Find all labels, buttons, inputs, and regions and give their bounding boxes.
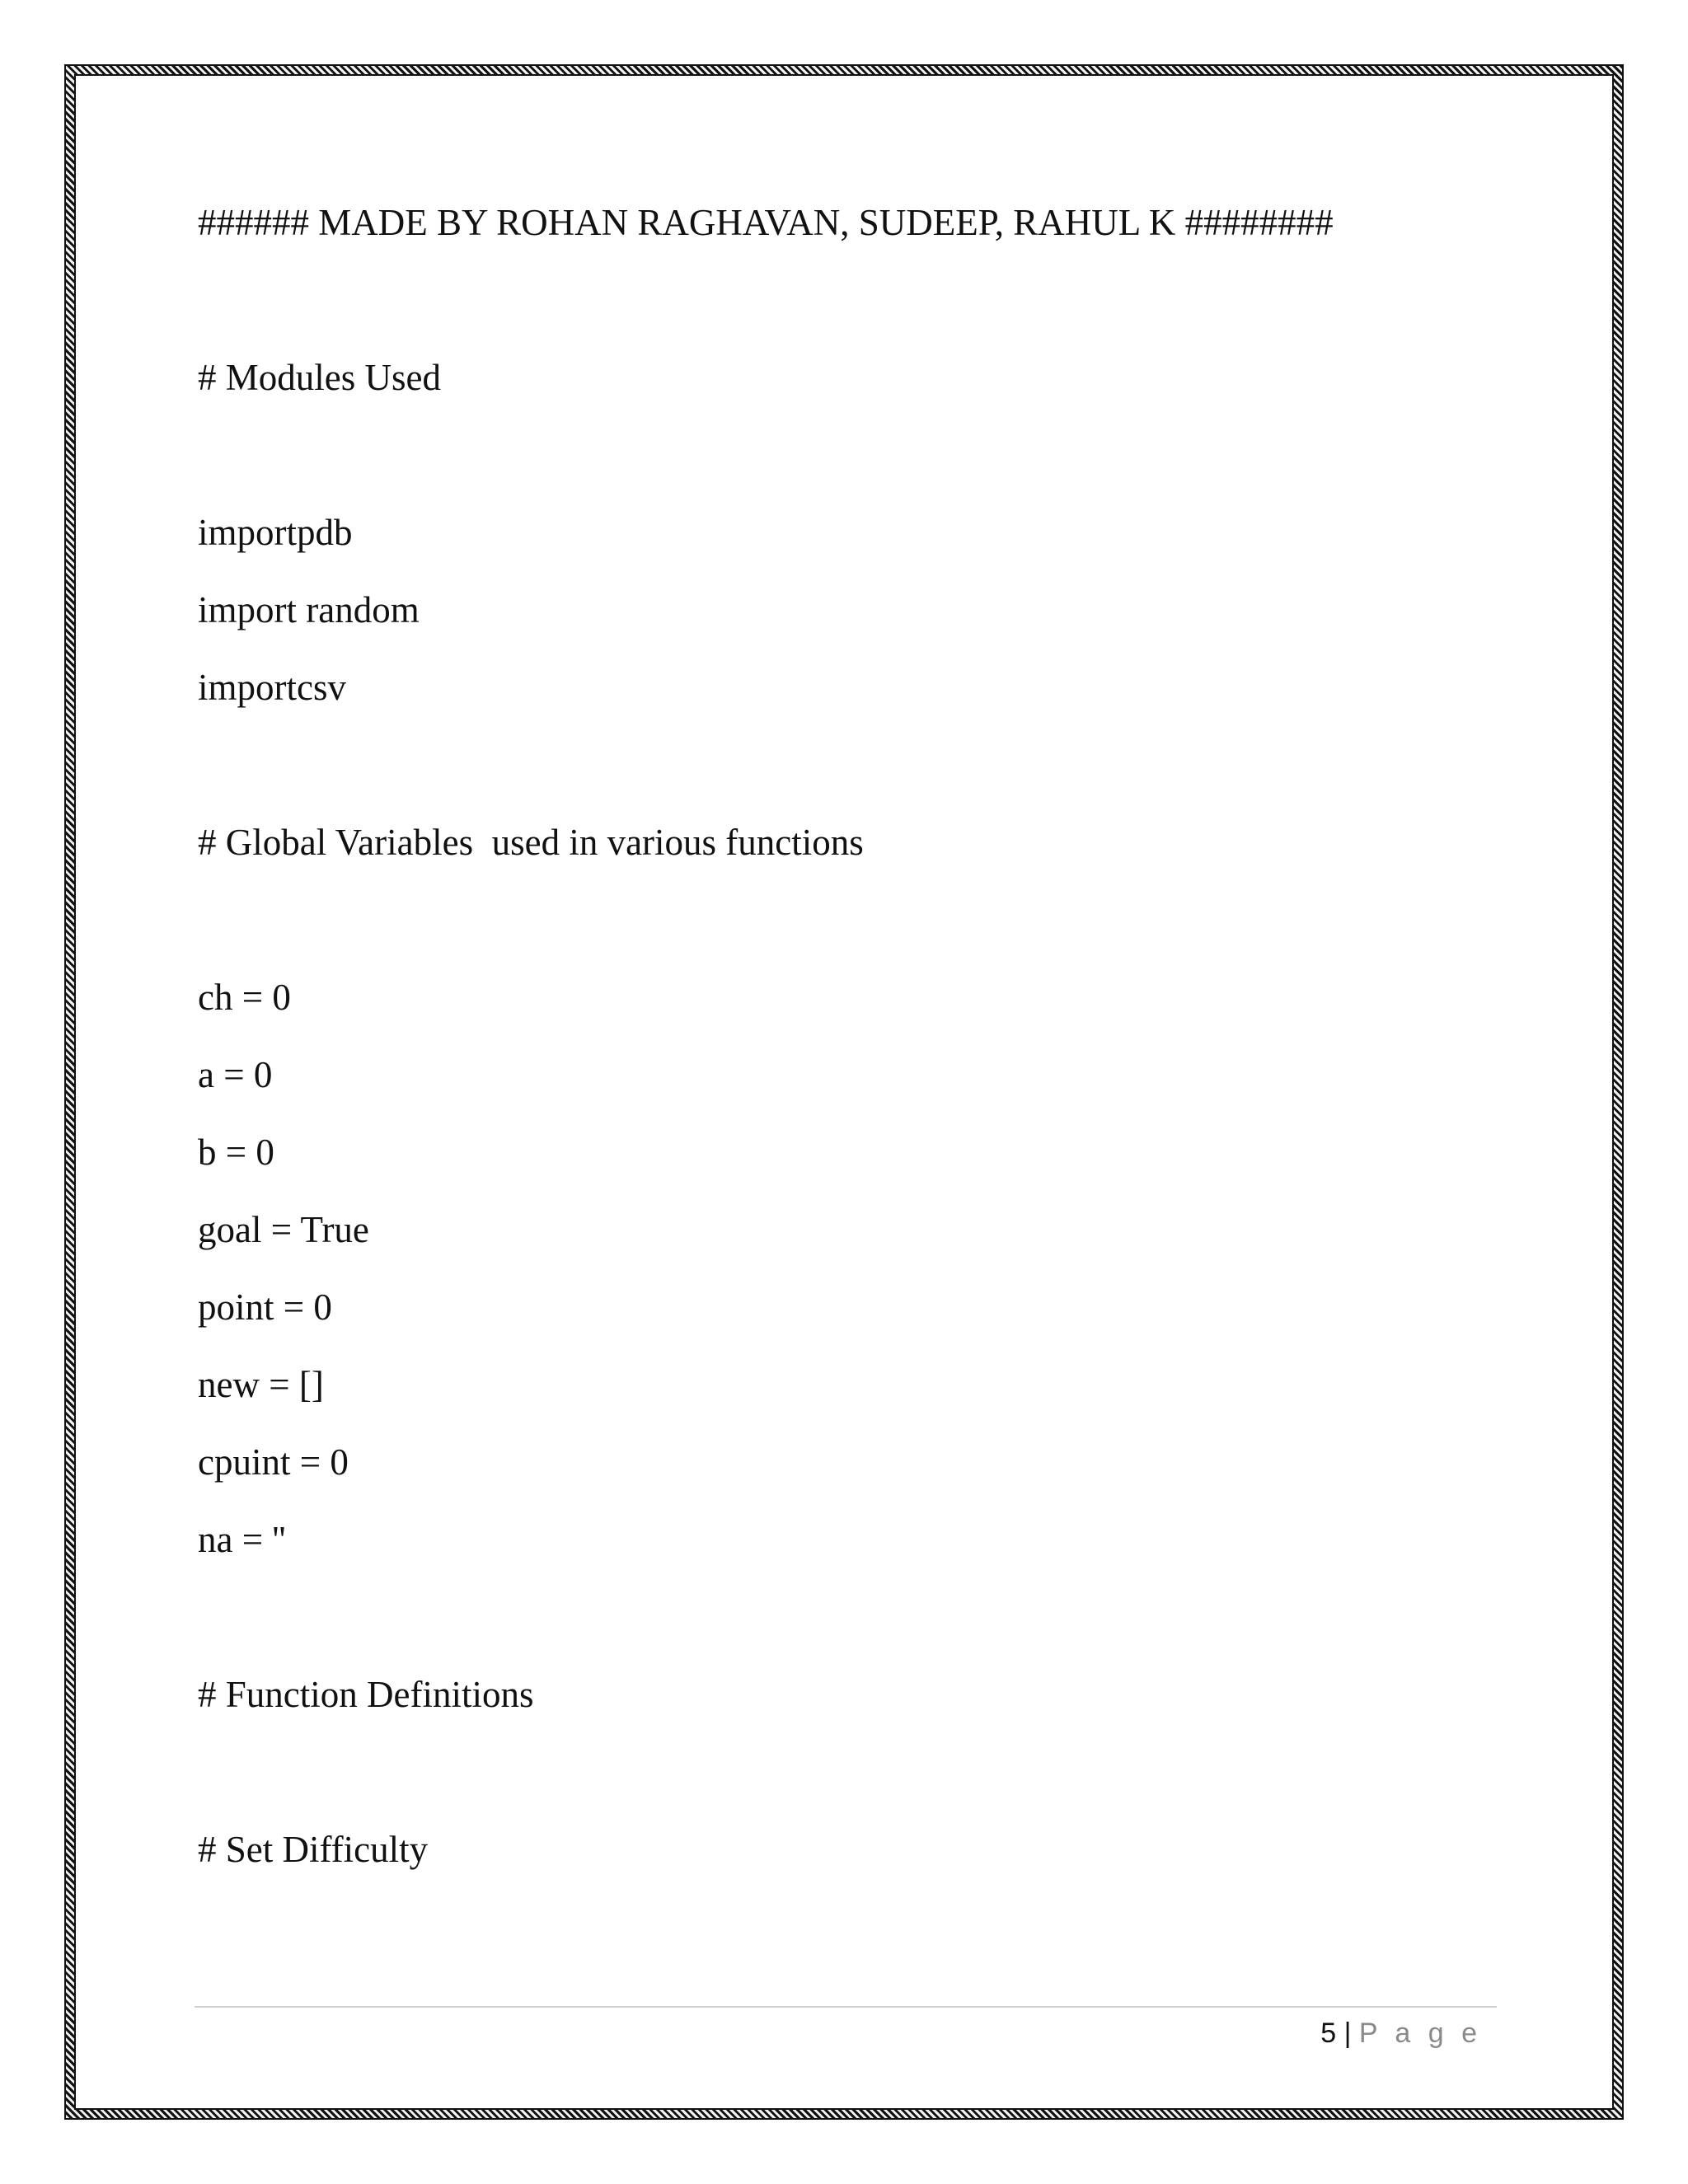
footer-separator: | <box>1343 2018 1352 2049</box>
page-number: 5 <box>1320 2018 1337 2049</box>
variable-line: new = [] <box>198 1364 324 1405</box>
modules-comment: # Modules Used <box>198 357 441 398</box>
variable-line: point = 0 <box>198 1286 332 1328</box>
globals-comment: # Global Variables used in various functions <box>198 822 864 863</box>
import-line: importpdb <box>198 512 353 553</box>
difficulty-comment: # Set Difficulty <box>198 1829 429 1870</box>
import-line: importcsv <box>198 667 346 708</box>
variable-line: cpuint = 0 <box>198 1441 349 1483</box>
variable-line: a = 0 <box>198 1054 273 1095</box>
page-footer <box>1320 2018 1482 2050</box>
page-label: P a g e <box>1358 2018 1482 2049</box>
functions-comment: # Function Definitions <box>198 1674 534 1715</box>
import-line: import random <box>198 589 420 630</box>
author-header-comment: ###### MADE BY ROHAN RAGHAVAN, SUDEEP, RAHUL K ######## <box>198 202 1334 243</box>
variable-line: b = 0 <box>198 1132 274 1173</box>
variable-line: ch = 0 <box>198 977 291 1018</box>
variable-line: na = '' <box>198 1519 286 1560</box>
variable-line: goal = True <box>198 1209 369 1250</box>
footer-rule <box>195 2006 1497 2008</box>
